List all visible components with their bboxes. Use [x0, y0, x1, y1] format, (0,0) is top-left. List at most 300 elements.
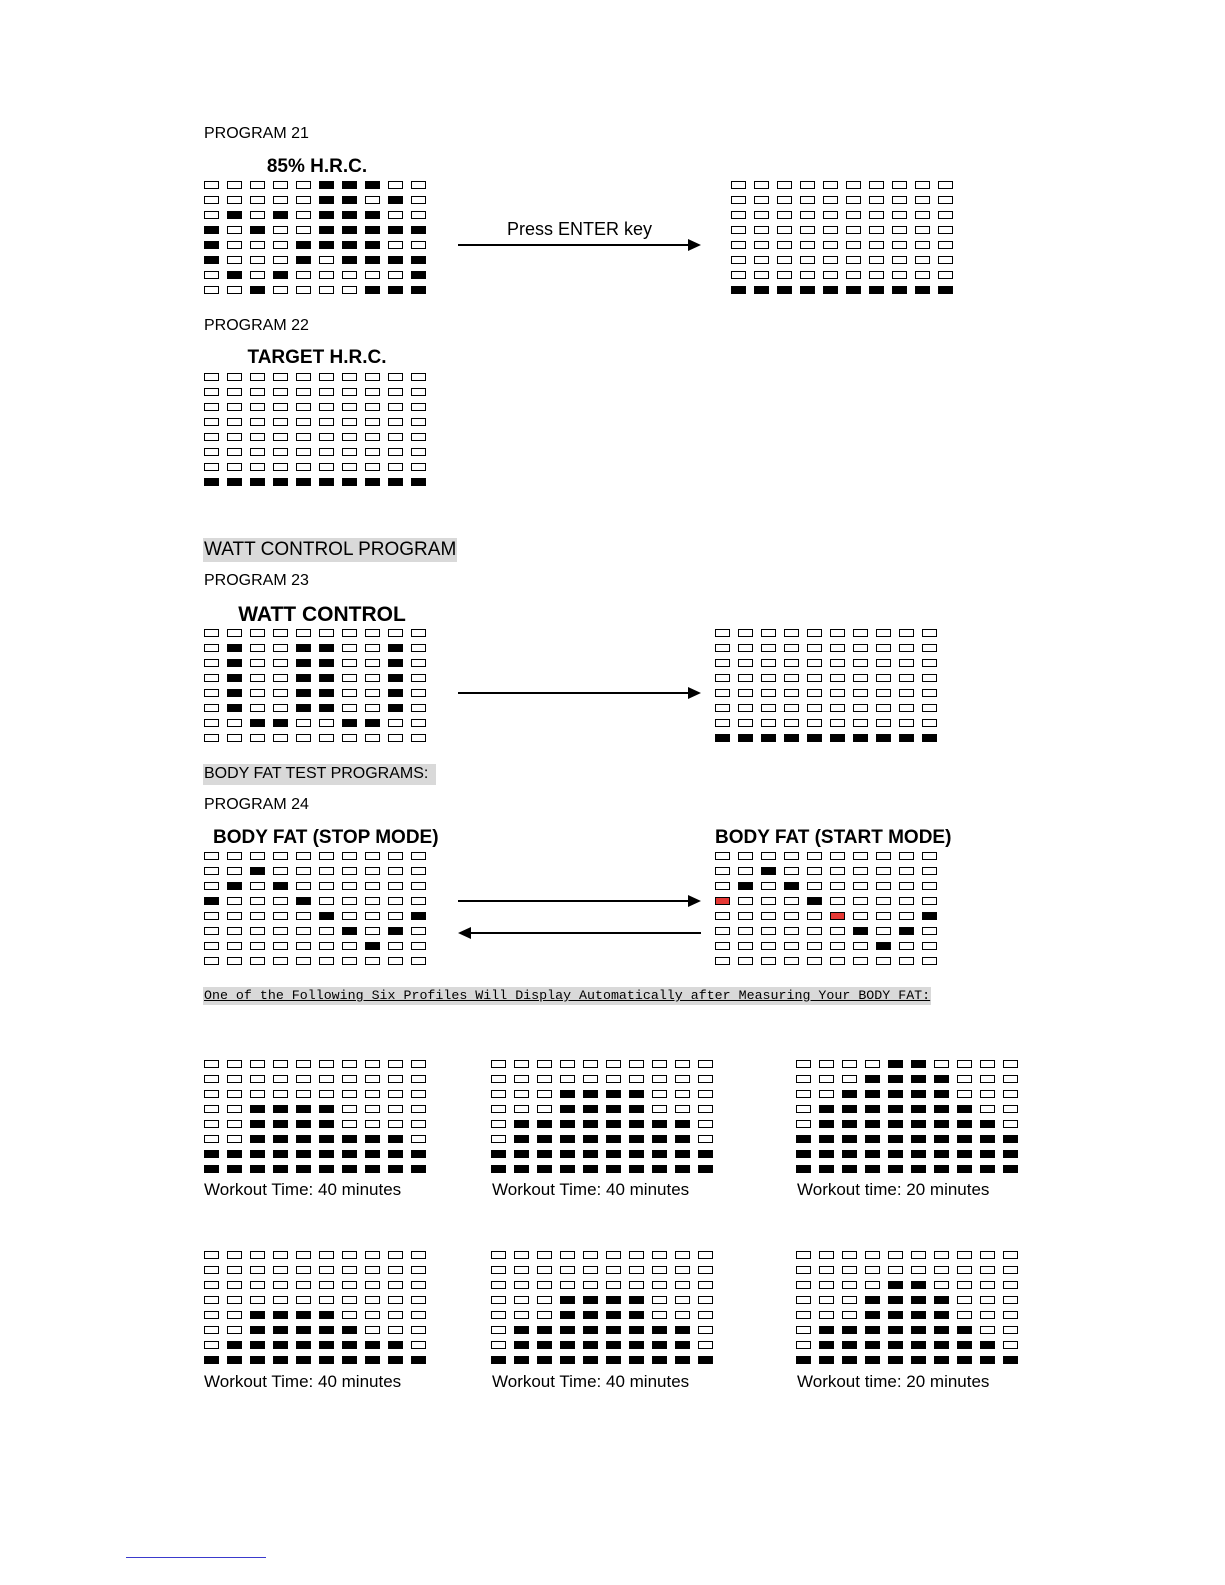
led-cell — [227, 1105, 242, 1113]
led-cell — [250, 373, 265, 381]
led-cell — [957, 1281, 972, 1289]
led-cell — [583, 1075, 598, 1083]
led-cell — [899, 942, 914, 950]
led-cell — [296, 1120, 311, 1128]
led-cell — [365, 674, 380, 682]
led-cell — [754, 181, 769, 189]
led-cell — [296, 1281, 311, 1289]
led-cell — [342, 373, 357, 381]
led-cell — [888, 1266, 903, 1274]
led-cell — [830, 689, 845, 697]
led-cell — [342, 1311, 357, 1319]
led-cell — [892, 181, 907, 189]
led-cell — [514, 1341, 529, 1349]
led-cell — [698, 1105, 713, 1113]
led-cell — [296, 211, 311, 219]
led-cell — [715, 957, 730, 965]
led-cell — [204, 388, 219, 396]
led-cell — [388, 271, 403, 279]
led-cell — [250, 734, 265, 742]
led-cell — [388, 463, 403, 471]
led-cell — [388, 433, 403, 441]
led-cell — [853, 689, 868, 697]
led-cell — [888, 1281, 903, 1289]
led-cell — [876, 734, 891, 742]
led-cell — [715, 942, 730, 950]
led-cell — [227, 448, 242, 456]
led-cell — [911, 1120, 926, 1128]
led-cell — [319, 241, 334, 249]
led-cell — [899, 897, 914, 905]
led-cell — [911, 1105, 926, 1113]
led-cell — [800, 226, 815, 234]
led-cell — [273, 957, 288, 965]
led-cell — [865, 1341, 880, 1349]
led-cell — [342, 689, 357, 697]
led-cell — [273, 286, 288, 294]
led-cell — [365, 629, 380, 637]
led-cell — [869, 181, 884, 189]
led-cell — [514, 1090, 529, 1098]
led-cell — [365, 388, 380, 396]
led-cell — [250, 418, 265, 426]
led-cell — [934, 1105, 949, 1113]
led-cell — [273, 1075, 288, 1083]
led-cell — [754, 196, 769, 204]
led-cell — [319, 927, 334, 935]
led-cell — [911, 1090, 926, 1098]
led-cell — [537, 1150, 552, 1158]
led-cell — [830, 734, 845, 742]
led-cell — [853, 734, 868, 742]
led-cell — [980, 1281, 995, 1289]
led-cell — [652, 1251, 667, 1259]
led-cell — [1003, 1281, 1018, 1289]
led-cell — [319, 912, 334, 920]
led-cell — [754, 271, 769, 279]
led-cell — [583, 1296, 598, 1304]
led-cell — [957, 1251, 972, 1259]
led-cell — [606, 1090, 621, 1098]
led-cell — [922, 957, 937, 965]
led-cell — [388, 927, 403, 935]
led-cell — [491, 1251, 506, 1259]
led-cell — [411, 433, 426, 441]
led-cell — [342, 271, 357, 279]
led-cell — [250, 478, 265, 486]
led-cell — [819, 1090, 834, 1098]
led-cell — [629, 1311, 644, 1319]
led-cell — [204, 1251, 219, 1259]
led-cell — [922, 719, 937, 727]
led-cell — [365, 1150, 380, 1158]
led-cell — [865, 1135, 880, 1143]
led-cell — [629, 1105, 644, 1113]
led-cell — [227, 196, 242, 204]
led-cell — [911, 1356, 926, 1364]
led-cell — [411, 403, 426, 411]
led-cell — [800, 211, 815, 219]
led-cell — [537, 1326, 552, 1334]
led-cell — [911, 1251, 926, 1259]
led-cell — [754, 286, 769, 294]
led-cell — [388, 897, 403, 905]
led-cell — [560, 1341, 575, 1349]
led-cell — [411, 1251, 426, 1259]
led-cell — [227, 1135, 242, 1143]
led-cell — [938, 286, 953, 294]
led-cell — [560, 1296, 575, 1304]
led-cell — [922, 704, 937, 712]
led-cell — [823, 226, 838, 234]
led-cell — [830, 704, 845, 712]
led-cell — [761, 674, 776, 682]
led-cell — [830, 912, 845, 920]
led-cell — [250, 852, 265, 860]
led-cell — [319, 1150, 334, 1158]
led-cell — [296, 181, 311, 189]
led-cell — [365, 433, 380, 441]
led-cell — [583, 1150, 598, 1158]
led-cell — [715, 629, 730, 637]
led-cell — [491, 1356, 506, 1364]
led-cell — [296, 852, 311, 860]
led-cell — [698, 1341, 713, 1349]
led-cell — [227, 211, 242, 219]
led-cell — [342, 418, 357, 426]
led-cell — [411, 271, 426, 279]
led-cell — [365, 1341, 380, 1349]
led-cell — [892, 226, 907, 234]
led-cell — [869, 196, 884, 204]
led-cell — [342, 1135, 357, 1143]
led-cell — [388, 286, 403, 294]
led-cell — [784, 644, 799, 652]
led-cell — [934, 1266, 949, 1274]
led-cell — [227, 704, 242, 712]
led-cell — [365, 897, 380, 905]
led-cell — [629, 1341, 644, 1349]
led-cell — [227, 1075, 242, 1083]
led-cell — [342, 629, 357, 637]
led-cell — [980, 1341, 995, 1349]
led-cell — [491, 1341, 506, 1349]
led-cell — [388, 1356, 403, 1364]
led-cell — [388, 942, 403, 950]
led-cell — [250, 1120, 265, 1128]
led-cell — [411, 897, 426, 905]
led-cell — [807, 659, 822, 667]
led-cell — [204, 1135, 219, 1143]
led-cell — [273, 689, 288, 697]
led-cell — [250, 1266, 265, 1274]
led-cell — [365, 181, 380, 189]
led-cell — [319, 388, 334, 396]
led-cell — [365, 1165, 380, 1173]
led-cell — [296, 403, 311, 411]
led-cell — [980, 1251, 995, 1259]
led-cell — [411, 957, 426, 965]
led-cell — [411, 1311, 426, 1319]
led-cell — [807, 867, 822, 875]
led-cell — [715, 719, 730, 727]
led-cell — [842, 1251, 857, 1259]
led-cell — [365, 418, 380, 426]
led-cell — [606, 1326, 621, 1334]
led-cell — [784, 882, 799, 890]
led-cell — [296, 1075, 311, 1083]
led-cell — [784, 897, 799, 905]
led-cell — [365, 256, 380, 264]
led-cell — [784, 867, 799, 875]
led-cell — [365, 1120, 380, 1128]
led-cell — [411, 1356, 426, 1364]
led-cell — [784, 719, 799, 727]
led-cell — [227, 659, 242, 667]
led-cell — [365, 373, 380, 381]
led-cell — [491, 1150, 506, 1158]
led-cell — [273, 1150, 288, 1158]
led-cell — [777, 226, 792, 234]
led-cell — [865, 1060, 880, 1068]
led-cell — [537, 1090, 552, 1098]
led-cell — [934, 1075, 949, 1083]
led-cell — [411, 1150, 426, 1158]
led-cell — [365, 1296, 380, 1304]
led-cell — [250, 1150, 265, 1158]
led-cell — [388, 1266, 403, 1274]
led-cell — [842, 1281, 857, 1289]
led-cell — [761, 882, 776, 890]
led-cell — [250, 433, 265, 441]
led-cell — [296, 433, 311, 441]
led-cell — [934, 1296, 949, 1304]
led-cell — [915, 286, 930, 294]
led-cell — [319, 1311, 334, 1319]
led-cell — [273, 1341, 288, 1349]
led-cell — [784, 629, 799, 637]
led-cell — [784, 852, 799, 860]
led-cell — [365, 704, 380, 712]
led-cell — [819, 1341, 834, 1349]
led-cell — [514, 1135, 529, 1143]
led-cell — [938, 226, 953, 234]
led-cell — [342, 1165, 357, 1173]
led-cell — [761, 852, 776, 860]
program-22-title: TARGET H.R.C. — [247, 347, 387, 368]
led-cell — [842, 1060, 857, 1068]
led-cell — [365, 659, 380, 667]
led-cell — [250, 1060, 265, 1068]
led-cell — [922, 629, 937, 637]
led-cell — [731, 226, 746, 234]
led-cell — [876, 927, 891, 935]
led-cell — [911, 1326, 926, 1334]
led-cell — [227, 1281, 242, 1289]
led-cell — [227, 403, 242, 411]
led-cell — [922, 867, 937, 875]
led-cell — [296, 226, 311, 234]
led-cell — [819, 1251, 834, 1259]
led-cell — [273, 719, 288, 727]
led-cell — [250, 196, 265, 204]
led-cell — [629, 1281, 644, 1289]
led-cell — [514, 1296, 529, 1304]
led-cell — [250, 644, 265, 652]
led-cell — [865, 1090, 880, 1098]
led-cell — [698, 1060, 713, 1068]
led-cell — [411, 241, 426, 249]
led-cell — [365, 719, 380, 727]
led-cell — [296, 644, 311, 652]
led-cell — [842, 1266, 857, 1274]
led-cell — [388, 196, 403, 204]
led-cell — [319, 897, 334, 905]
led-cell — [250, 286, 265, 294]
led-cell — [606, 1281, 621, 1289]
led-cell — [204, 1326, 219, 1334]
led-cell — [411, 181, 426, 189]
led-cell — [388, 1165, 403, 1173]
led-cell — [388, 734, 403, 742]
led-cell — [738, 912, 753, 920]
led-cell — [204, 1075, 219, 1083]
led-cell — [911, 1341, 926, 1349]
led-cell — [777, 211, 792, 219]
led-cell — [715, 912, 730, 920]
led-cell — [204, 912, 219, 920]
led-cell — [273, 734, 288, 742]
led-cell — [250, 463, 265, 471]
arrow-left-icon — [470, 932, 701, 934]
led-cell — [853, 852, 868, 860]
led-cell — [365, 1326, 380, 1334]
led-cell — [629, 1296, 644, 1304]
led-cell — [388, 867, 403, 875]
led-cell — [698, 1075, 713, 1083]
led-cell — [204, 211, 219, 219]
led-cell — [761, 719, 776, 727]
led-cell — [296, 882, 311, 890]
led-cell — [296, 867, 311, 875]
led-cell — [227, 286, 242, 294]
led-cell — [853, 912, 868, 920]
led-cell — [250, 942, 265, 950]
led-cell — [698, 1150, 713, 1158]
led-cell — [869, 241, 884, 249]
led-cell — [491, 1090, 506, 1098]
led-cell — [296, 927, 311, 935]
led-cell — [250, 1281, 265, 1289]
led-cell — [319, 463, 334, 471]
led-cell — [227, 897, 242, 905]
led-cell — [411, 1075, 426, 1083]
led-cell — [227, 957, 242, 965]
led-cell — [227, 719, 242, 727]
led-cell — [342, 1341, 357, 1349]
led-cell — [784, 957, 799, 965]
led-cell — [296, 1165, 311, 1173]
led-cell — [911, 1296, 926, 1304]
led-cell — [204, 897, 219, 905]
led-cell — [250, 882, 265, 890]
led-cell — [606, 1341, 621, 1349]
led-cell — [922, 734, 937, 742]
led-cell — [273, 1090, 288, 1098]
led-cell — [342, 388, 357, 396]
led-cell — [698, 1135, 713, 1143]
led-cell — [869, 226, 884, 234]
led-cell — [652, 1075, 667, 1083]
led-cell — [807, 897, 822, 905]
led-cell — [411, 1120, 426, 1128]
led-cell — [319, 1105, 334, 1113]
led-cell — [830, 659, 845, 667]
led-cell — [296, 373, 311, 381]
led-cell — [583, 1311, 598, 1319]
led-cell — [853, 867, 868, 875]
led-cell — [296, 388, 311, 396]
led-cell — [227, 674, 242, 682]
led-cell — [738, 852, 753, 860]
led-cell — [388, 644, 403, 652]
led-cell — [296, 1266, 311, 1274]
led-cell — [227, 373, 242, 381]
led-cell — [853, 659, 868, 667]
led-cell — [204, 659, 219, 667]
led-cell — [342, 1090, 357, 1098]
led-cell — [388, 1326, 403, 1334]
led-cell — [342, 704, 357, 712]
led-cell — [715, 674, 730, 682]
led-cell — [273, 211, 288, 219]
led-cell — [888, 1075, 903, 1083]
led-cell — [784, 689, 799, 697]
led-cell — [250, 912, 265, 920]
program-21-title: 85% H.R.C. — [266, 156, 368, 177]
led-cell — [204, 1281, 219, 1289]
led-cell — [980, 1090, 995, 1098]
led-cell — [980, 1266, 995, 1274]
led-cell — [957, 1150, 972, 1158]
led-cell — [1003, 1060, 1018, 1068]
led-cell — [698, 1296, 713, 1304]
led-cell — [675, 1165, 690, 1173]
led-cell — [227, 433, 242, 441]
led-cell — [629, 1326, 644, 1334]
led-cell — [411, 388, 426, 396]
led-cell — [560, 1090, 575, 1098]
led-cell — [296, 1341, 311, 1349]
led-cell — [807, 957, 822, 965]
led-cell — [204, 1105, 219, 1113]
arrow-head-right-icon — [688, 687, 701, 699]
led-cell — [365, 226, 380, 234]
led-cell — [846, 181, 861, 189]
led-cell — [846, 196, 861, 204]
led-cell — [715, 704, 730, 712]
led-cell — [606, 1266, 621, 1274]
led-cell — [796, 1341, 811, 1349]
led-cell — [876, 852, 891, 860]
led-cell — [227, 644, 242, 652]
led-cell — [319, 734, 334, 742]
led-cell — [365, 211, 380, 219]
body-fat-stop-title: BODY FAT (STOP MODE) — [213, 827, 439, 848]
led-cell — [980, 1105, 995, 1113]
led-cell — [876, 689, 891, 697]
led-cell — [319, 373, 334, 381]
